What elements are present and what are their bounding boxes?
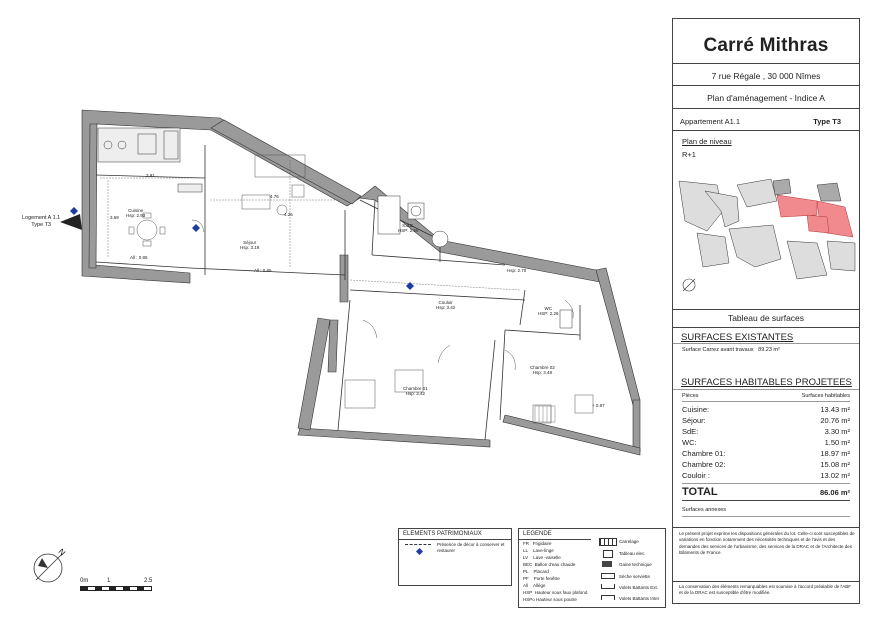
room-couloir xyxy=(436,300,455,310)
plan-level-label: Plan de niveau xyxy=(682,137,732,146)
scale-label-0: 0m xyxy=(80,578,89,584)
legend-label: Lave -vaiselle xyxy=(533,555,561,560)
room-hsp: HSP: 2.26 xyxy=(538,311,559,316)
scale-bar-graphic xyxy=(80,586,152,591)
row-name: Couloir : xyxy=(682,471,710,480)
existing-row xyxy=(682,347,780,353)
legend-code: All xyxy=(523,583,529,588)
legend-label: Placard xyxy=(533,569,549,574)
project-address: 7 rue Régale , 30 000 Nîmes xyxy=(711,71,821,81)
row-value: 20.76 m² xyxy=(820,416,850,425)
disclaimer-note-1: Le présent projet exprime les dispositions générales du lot. Celle-ci sont susceptibles de variations en fonction notamment des nécessités techniques et de l'avis et des demandes des services de l'urbanisme, des services de la DRAC et de l'Architecte des Bâtiments de France. xyxy=(679,531,855,555)
col-pieces: Pièces xyxy=(682,393,699,399)
legend-item-hspo xyxy=(523,597,577,602)
elements-patrimoniaux-title: ELEMENTS PATRIMONIAUX xyxy=(403,531,482,537)
existing-label: Surface Carrez avant travaux xyxy=(682,347,754,353)
stairs xyxy=(535,406,555,422)
surface-row xyxy=(682,405,850,414)
row-name: Cuisine: xyxy=(682,405,710,414)
total-value: 86.06 m² xyxy=(819,488,850,497)
scale-label-2: 2.5 xyxy=(144,578,153,584)
svg-text:N: N xyxy=(56,547,68,558)
legend-gaine: Gaine technique xyxy=(619,562,652,567)
annexes-label: Surfaces annexes xyxy=(682,507,727,513)
entrance-arrow xyxy=(60,214,82,230)
room-sejour xyxy=(240,240,259,250)
room-name: Couloir xyxy=(438,300,453,305)
room-hsp: Hsp: 3.19 xyxy=(240,245,260,250)
room-chambre-02 xyxy=(530,365,555,375)
legend-code: HSPo xyxy=(523,597,535,602)
legend-code: PL xyxy=(523,569,529,574)
surface-row xyxy=(682,427,850,436)
row-name: Séjour: xyxy=(682,416,706,425)
row-name: Chambre 02: xyxy=(682,460,726,469)
room-cuisine xyxy=(126,208,145,218)
row-value: 18.97 m² xyxy=(820,449,850,458)
legende-title: LEGENDE xyxy=(523,531,552,537)
room-name: Chambre 02 xyxy=(530,365,555,370)
surface-row xyxy=(682,416,850,425)
legend-tableau: Tableau elec. xyxy=(619,551,646,556)
surface-row xyxy=(682,471,850,480)
legend-label: Hauteur sous faux plafond xyxy=(534,590,588,595)
location-map xyxy=(677,171,857,301)
duct-icon xyxy=(602,561,612,567)
legende-box xyxy=(518,528,666,608)
existing-value: 89.23 m² xyxy=(758,347,780,353)
scale-bar xyxy=(80,578,152,590)
legend-item-hsp xyxy=(523,590,587,595)
room-hsp: HSP: 2.56 xyxy=(398,228,419,233)
dim-h-sejour: 4.26 xyxy=(284,212,293,217)
row-name: Chambre 01: xyxy=(682,449,726,458)
apartment-type: Type T3 xyxy=(813,117,841,126)
surface-row xyxy=(682,460,850,469)
room-name: Cuisine xyxy=(128,208,144,213)
row-value: 1.50 m² xyxy=(824,438,850,447)
logement-label-line2: Type T3 xyxy=(31,222,51,228)
kitchen-counters xyxy=(98,128,202,192)
dim-w-kitchen: 3.91 xyxy=(146,173,155,178)
legend-code: PF xyxy=(523,576,529,581)
legend-volets-int: Volets Battants Inter xyxy=(619,596,660,601)
surface-row xyxy=(682,449,850,458)
room-hsp: Hsp: 2.93 xyxy=(126,213,146,218)
room-hsp: Hsp: 3.42 xyxy=(405,391,426,396)
legend-item-ll xyxy=(523,548,554,553)
int-shutter-icon xyxy=(601,595,615,600)
dim-kitchen-allege: All : 0.86 xyxy=(130,255,148,260)
legend-item-pf xyxy=(523,576,560,581)
ext-shutter-icon xyxy=(601,584,615,589)
electric-panel-icon xyxy=(603,550,613,558)
room-sde xyxy=(398,223,419,233)
dim-hsp-top: Hsp: 2.70 xyxy=(507,268,527,273)
legend-label: Ballon d'eau chaude xyxy=(534,562,576,567)
legend-label: Porte fenêtre xyxy=(533,576,560,581)
legend-label: Lave-linge xyxy=(533,548,554,553)
elements-patrimoniaux-box xyxy=(398,528,512,586)
row-value: 13.43 m² xyxy=(820,405,850,414)
highlighted-lot xyxy=(777,195,853,237)
legend-item-fr xyxy=(523,541,552,546)
row-value: 3.30 m² xyxy=(824,427,850,436)
legend-item-all xyxy=(523,583,546,588)
dim-plus: + 0.87 xyxy=(592,403,605,408)
dim-w-sejour: 4.76 xyxy=(270,194,279,199)
legend-code: FR xyxy=(523,541,529,546)
room-name: Séjour xyxy=(243,240,257,245)
legend-carrelage: Carrelage xyxy=(619,539,639,544)
north-arrow-icon xyxy=(28,544,72,588)
room-name: Chambre 01 xyxy=(403,386,428,391)
legend-label: Allège xyxy=(533,583,546,588)
row-name: SdE: xyxy=(682,427,699,436)
plan-level-value: R+1 xyxy=(682,150,696,159)
legend-code: HSP xyxy=(523,590,533,595)
disclaimer-note-2: La conservation des éléments remarquables est soumise à l'accord préalable de l'ABF et de la DRAC est susceptible d'être modifiée. xyxy=(679,584,852,596)
blue-marker-icon xyxy=(416,548,423,555)
projected-heading: SURFACES HABITABLES PROJETEES xyxy=(681,377,852,388)
legend-seche: Sèche serviette xyxy=(619,574,651,579)
hatch-icon xyxy=(405,544,431,545)
bedroom-furniture xyxy=(345,370,593,423)
towel-rail-icon xyxy=(601,573,615,579)
row-name: WC: xyxy=(682,438,697,447)
row-value: 13.02 m² xyxy=(820,471,850,480)
surface-row xyxy=(682,438,850,447)
legend-item-pl xyxy=(523,569,549,574)
title-block xyxy=(672,18,860,604)
legend-volets-ext: Volets Battants Ext. xyxy=(619,585,659,590)
plan-type: Plan d'aménagement - Indice A xyxy=(707,93,825,103)
room-hsp: Hsp: 3.42 xyxy=(436,305,456,310)
table-title: Tableau de surfaces xyxy=(727,313,805,323)
col-surfaces: Surfaces habitables xyxy=(801,393,850,399)
room-name: S.d.E. xyxy=(402,223,415,228)
dim-h-kitchen: 3.69 xyxy=(110,215,119,220)
legend-item-bec xyxy=(523,562,575,567)
project-title: Carré Mithras xyxy=(703,35,829,56)
legend-code: LV xyxy=(523,555,529,560)
total-row xyxy=(682,486,850,498)
room-hsp: Hsp: 3.48 xyxy=(532,370,553,375)
heritage-item-label: Présence de décor à conserver et restaurer xyxy=(437,542,505,553)
room-wc xyxy=(538,306,559,316)
legend-item-lv xyxy=(523,555,561,560)
apartment-name: Appartement A1.1 xyxy=(680,117,741,126)
logement-label xyxy=(22,215,60,229)
row-value: 15.08 m² xyxy=(820,460,850,469)
existing-heading: SURFACES EXISTANTES xyxy=(681,332,794,343)
legend-code: BEC xyxy=(523,562,533,567)
room-chambre-01 xyxy=(403,386,428,396)
legend-label: Hauteur sous poutre xyxy=(536,597,577,602)
logement-label-line1: Logement A 1.1 xyxy=(22,215,61,221)
tile-icon xyxy=(599,538,617,546)
scale-label-1: 1 xyxy=(107,578,111,584)
table-header xyxy=(682,393,850,399)
legend-code: LL xyxy=(523,548,529,553)
dim-sejour-allege: All : 0.85 xyxy=(254,268,272,273)
room-name: WC xyxy=(544,306,552,311)
legend-label: Frigidaire xyxy=(532,541,552,546)
total-label: TOTAL xyxy=(682,486,718,498)
